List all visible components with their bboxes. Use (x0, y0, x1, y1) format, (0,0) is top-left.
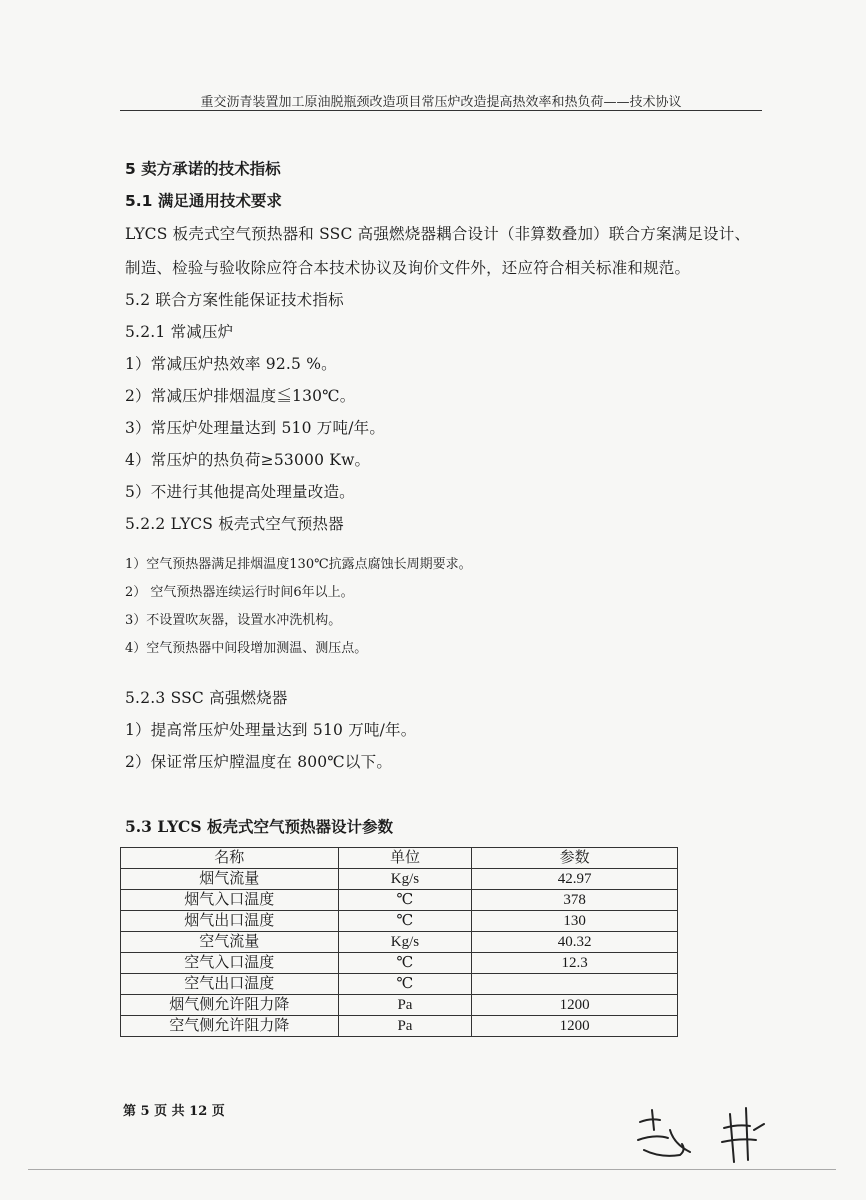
bottom-rule (28, 1169, 836, 1170)
s522-item-1: 1）空气预热器满足排烟温度130℃抗露点腐蚀长周期要求。 (125, 557, 472, 572)
table-row (121, 995, 678, 1016)
table-row (121, 890, 678, 911)
table-header-row (121, 848, 678, 869)
cell-unit: Pa (338, 1016, 472, 1037)
cell-name: 空气流量 (121, 932, 339, 953)
table-row (121, 911, 678, 932)
s523-item-1: 1）提高常压炉处理量达到 510 万吨/年。 (125, 721, 417, 739)
cell-name: 空气入口温度 (121, 953, 339, 974)
page-number: 第 5 页 共 12 页 (123, 1104, 225, 1119)
cell-unit: Kg/s (338, 869, 472, 890)
s522-item-4: 4）空气预热器中间段增加测温、测压点。 (125, 641, 368, 656)
table-row (121, 932, 678, 953)
cell-name: 烟气入口温度 (121, 890, 339, 911)
cell-value: 42.97 (472, 869, 678, 890)
table-row (121, 974, 678, 995)
section-5-2-2-heading: 5.2.2 LYCS 板壳式空气预热器 (125, 515, 344, 533)
s521-item-2: 2）常减压炉排烟温度≦130℃。 (125, 387, 356, 405)
cell-name: 烟气流量 (121, 869, 339, 890)
section-5-3-heading: 5.3 LYCS 板壳式空气预热器设计参数 (125, 817, 393, 836)
section-5-2-1-heading: 5.2.1 常减压炉 (125, 323, 234, 341)
table-row (121, 1016, 678, 1037)
cell-name: 空气侧允许阻力降 (121, 1016, 339, 1037)
handwritten-signature (630, 1100, 780, 1170)
cell-unit: ℃ (338, 890, 472, 911)
s522-item-3: 3）不设置吹灰器，设置水冲洗机构。 (125, 613, 342, 628)
design-parameters-table (120, 847, 678, 1037)
page-header: 重交沥青装置加工原油脱瓶颈改造项目常压炉改造提高热效率和热负荷——技术协议 (200, 95, 682, 110)
cell-value: 1200 (472, 1016, 678, 1037)
cell-unit: ℃ (338, 911, 472, 932)
cell-unit: ℃ (338, 953, 472, 974)
s521-item-1: 1）常减压炉热效率 92.5 %。 (125, 355, 337, 373)
cell-value: 130 (472, 911, 678, 932)
cell-name: 空气出口温度 (121, 974, 339, 995)
section-5-1-text-line1: LYCS 板壳式空气预热器和 SSC 高强燃烧器耦合设计（非算数叠加）联合方案满足设计、 (125, 225, 751, 243)
cell-unit: Kg/s (338, 932, 472, 953)
cell-name: 烟气侧允许阻力降 (121, 995, 339, 1016)
cell-name: 烟气出口温度 (121, 911, 339, 932)
header-value: 参数 (472, 848, 678, 869)
section-5-2-heading: 5.2 联合方案性能保证技术指标 (125, 291, 344, 309)
cell-value (472, 974, 678, 995)
table-row (121, 869, 678, 890)
cell-unit: ℃ (338, 974, 472, 995)
cell-value: 1200 (472, 995, 678, 1016)
s523-item-2: 2）保证常压炉膛温度在 800℃以下。 (125, 753, 393, 771)
section-5-1-text-line2: 制造、检验与验收除应符合本技术协议及询价文件外，还应符合相关标准和规范。 (125, 259, 691, 277)
s522-item-2: 2） 空气预热器连续运行时间6年以上。 (125, 585, 354, 600)
header-rule (120, 110, 762, 111)
cell-value: 378 (472, 890, 678, 911)
table-row (121, 953, 678, 974)
cell-value: 12.3 (472, 953, 678, 974)
s521-item-4: 4）常压炉的热负荷≥53000 Kw。 (125, 451, 371, 469)
section-5-2-3-heading: 5.2.3 SSC 高强燃烧器 (125, 689, 288, 707)
cell-value: 40.32 (472, 932, 678, 953)
s521-item-5: 5）不进行其他提高处理量改造。 (125, 483, 355, 501)
cell-unit: Pa (338, 995, 472, 1016)
header-name: 名称 (121, 848, 339, 869)
header-unit: 单位 (338, 848, 472, 869)
section-5-1-heading: 5.1 满足通用技术要求 (125, 192, 282, 210)
section-5-heading: 5 卖方承诺的技术指标 (125, 160, 281, 178)
s521-item-3: 3）常压炉处理量达到 510 万吨/年。 (125, 419, 386, 437)
